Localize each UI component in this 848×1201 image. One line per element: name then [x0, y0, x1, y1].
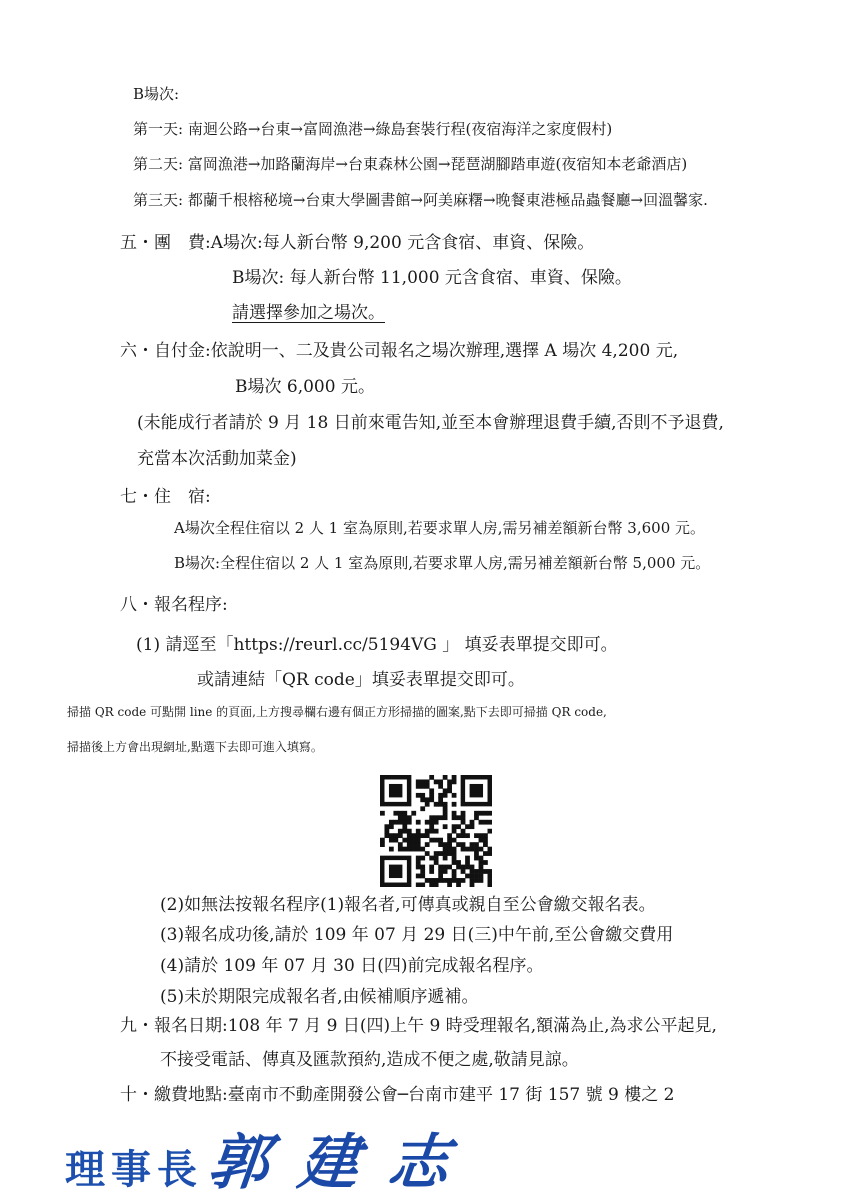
registration-step3: (3)報名成功後,請於 109 年 07 月 29 日(三)中午前,至公會繳交費用: [160, 925, 674, 945]
b-session-heading: B場次:: [133, 85, 180, 103]
qr-code-image[interactable]: [380, 775, 492, 887]
refund-note-line1: (未能成行者請於 9 月 18 日前來電告知,並至本會辦理退費手續,否則不予退費,: [137, 413, 724, 433]
registration-step1b: 或請連結「QR code」填妥表單提交即可。: [197, 670, 525, 690]
self-pay-line1: 六・自付金:依說明一、二及貴公司報名之場次辦理,選擇 A 場次 4,200 元,: [120, 341, 679, 361]
scan-instructions-line1: 掃描 QR code 可點開 line 的頁面,上方搜尋欄右邊有個正方形掃描的圖案,點下去即可掃描 QR code,: [67, 705, 607, 719]
lodging-heading: 七・住 宿:: [120, 487, 211, 507]
b-session-day2: 第二天: 富岡漁港→加路蘭海岸→台東森林公園→琵琶湖腳踏車遊(夜宿知本老爺酒店): [133, 155, 688, 173]
registration-step5: (5)未於期限完成報名者,由候補順序遞補。: [160, 987, 479, 1007]
fee-line-b: B場次: 每人新台幣 11,000 元含食宿、車資、保險。: [232, 268, 632, 288]
registration-step4: (4)請於 109 年 07 月 30 日(四)前完成報名程序。: [160, 956, 544, 976]
lodging-line-a: A場次全程住宿以 2 人 1 室為原則,若要求單人房,需另補差額新台幣 3,600 元。: [174, 519, 706, 537]
registration-step2: (2)如無法按報名程序(1)報名者,可傳真或親自至公會繳交報名表。: [160, 895, 656, 915]
fee-line-a: 五・團 費:A場次:每人新台幣 9,200 元含食宿、車資、保險。: [120, 233, 595, 253]
payment-location: 十・繳費地點:臺南市不動產開發公會─台南市建平 17 街 157 號 9 樓之 2: [120, 1085, 675, 1105]
b-session-day1: 第一天: 南迴公路→台東→富岡漁港→綠島套裝行程(夜宿海洋之家度假村): [133, 120, 613, 138]
reg-date-line2: 不接受電話、傳真及匯款預約,造成不便之處,敬請見諒。: [160, 1050, 579, 1070]
lodging-line-b: B場次:全程住宿以 2 人 1 室為原則,若要求單人房,需另補差額新台幣 5,000 元。: [174, 554, 711, 572]
fee-note: 請選擇參加之場次。: [232, 303, 385, 323]
registration-step1a: (1) 請逕至「https://reurl.cc/5194VG 」 填妥表單提交即可。: [136, 635, 618, 655]
self-pay-line2: B場次 6,000 元。: [235, 377, 375, 397]
signature-block: [65, 1115, 483, 1201]
reg-date-line1: 九・報名日期:108 年 7 月 9 日(四)上午 9 時受理報名,額滿為止,為求公平起見,: [120, 1016, 717, 1036]
signature-title: 理事長: [65, 1146, 203, 1193]
scan-instructions-line2: 掃描後上方會出現網址,點選下去即可進入填寫。: [67, 740, 323, 754]
b-session-day3: 第三天: 都蘭千根榕秘境→台東大學圖書館→阿美麻糬→晚餐東港極品蟲餐廳→回溫馨家.: [133, 191, 708, 209]
qr-code-graphic: [380, 775, 492, 887]
signature-name: 郭建志: [204, 1128, 483, 1198]
registration-heading: 八・報名程序:: [120, 595, 228, 615]
refund-note-line2: 充當本次活動加菜金): [137, 449, 297, 469]
